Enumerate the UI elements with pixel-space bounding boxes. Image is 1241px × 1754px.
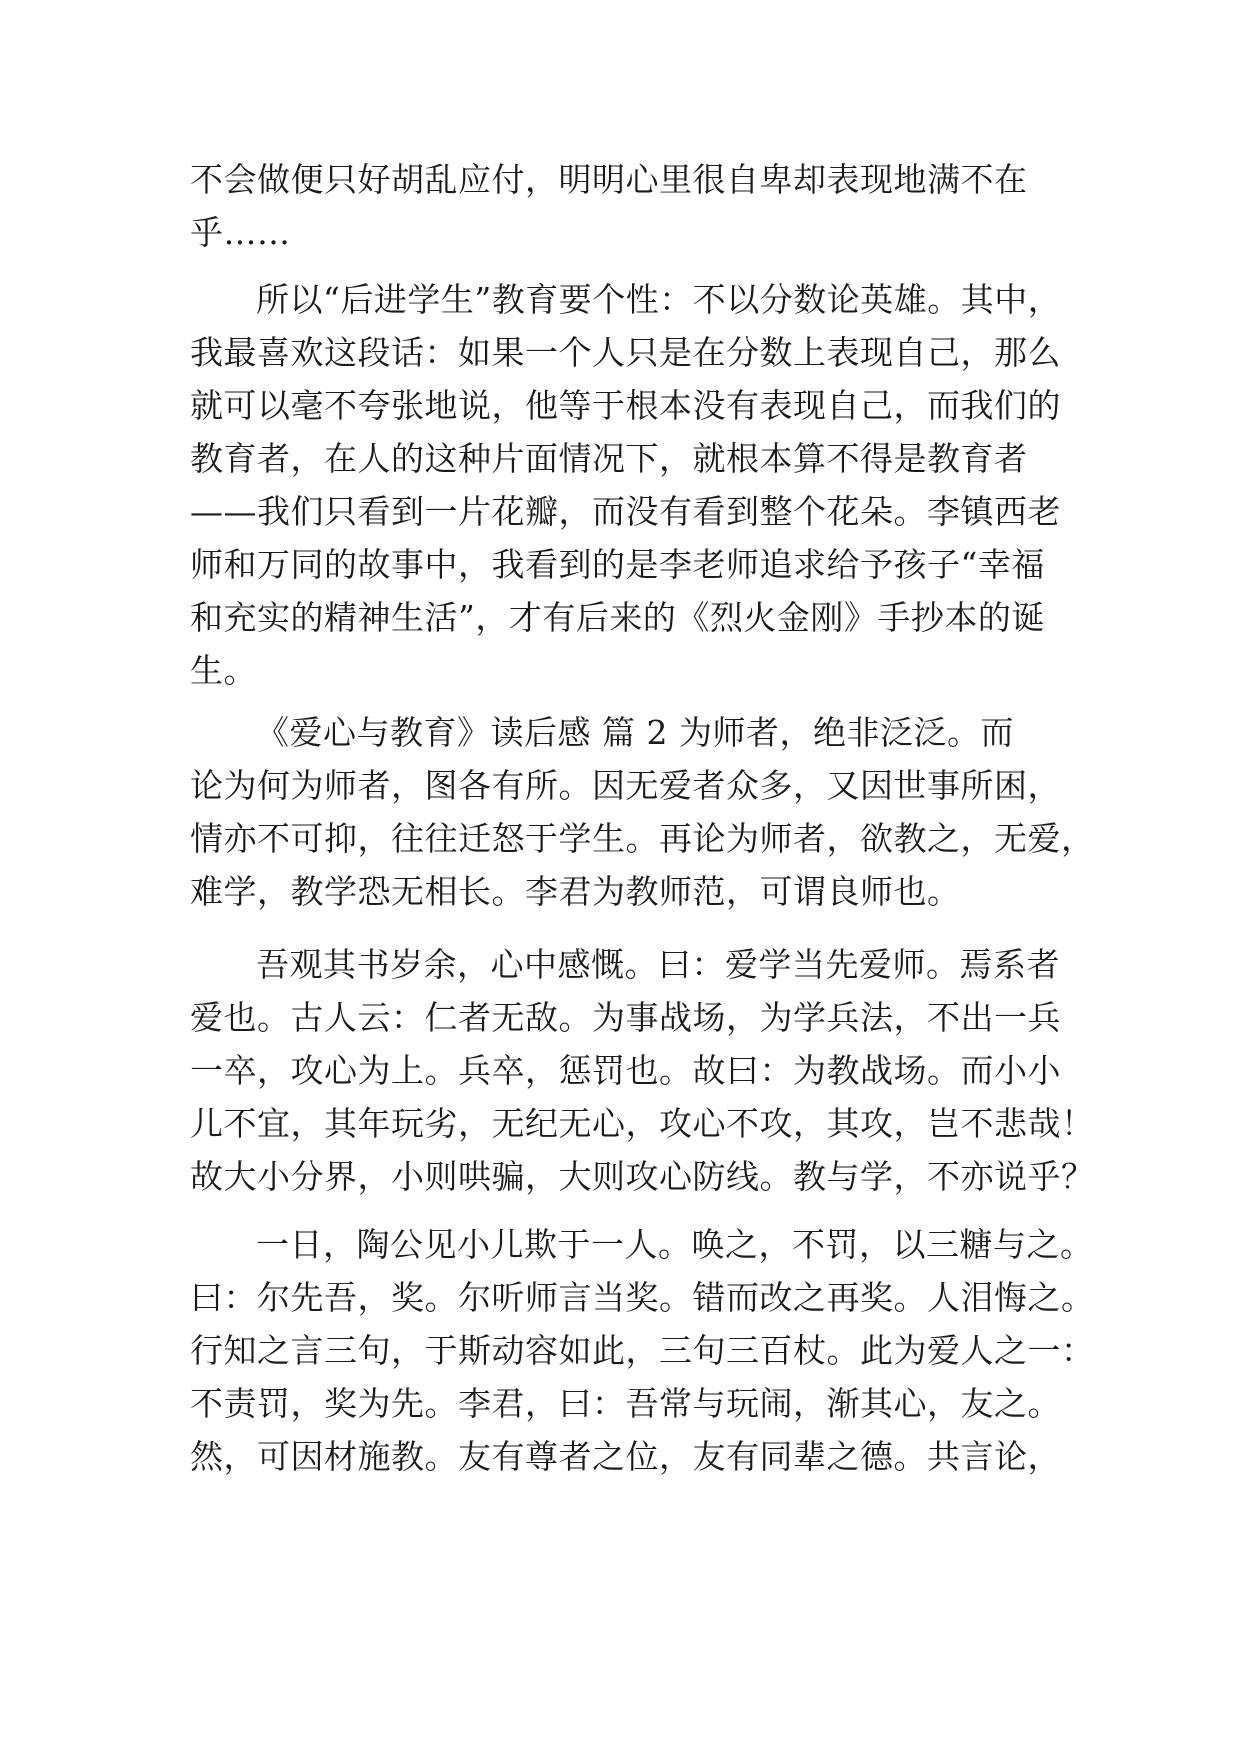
text-line: 乎…… [190,213,291,252]
text-line: 行知之言三句，于斯动容如此，三句三百杖。此为爱人之一： [190,1331,1095,1370]
text-line: 一卒，攻心为上。兵卒，惩罚也。故曰：为教战场。而小小 [190,1051,1061,1090]
text-line: 情亦不可抑，往往迁怒于学生。再论为师者，欲教之，无爱， [190,819,1095,858]
text-line: 不会做便只好胡乱应付，明明心里很自卑却表现地满不在 [190,160,1028,199]
text-line: 我最喜欢这段话：如果一个人只是在分数上表现自己，那么 [190,333,1061,372]
text-line: 教育者，在人的这种片面情况下，就根本算不得是教育者 [190,439,1028,478]
text-line: 一日，陶公见小儿欺于一人。唤之，不罚，以三糖与之。 [256,1225,1094,1264]
text-line: 难学，教学恐无相长。李君为教师范，可谓良师也。 [190,872,961,911]
text-line: 然，可因材施教。友有尊者之位，友有同辈之德。共言论， [190,1437,1061,1476]
text-line: 爱也。古人云：仁者无敌。为事战场，为学兵法，不出一兵 [190,998,1061,1037]
text-line: 生。 [190,651,257,690]
text-line: 曰：尔先吾，奖。尔听师言当奖。错而改之再奖。人泪悔之。 [190,1278,1095,1317]
text-line: 儿不宜，其年玩劣，无纪无心，攻心不攻，其攻，岂不悲哉！ [190,1104,1095,1143]
text-line: 故大小分界，小则哄骗，大则攻心防线。教与学，不亦说乎？ [190,1157,1095,1196]
text-line: 吾观其书岁余，心中感慨。曰：爱学当先爱师。焉系者 [256,945,1060,984]
text-line: 就可以毫不夸张地说，他等于根本没有表现自己，而我们的 [190,386,1061,425]
text-line: 论为何为师者，图各有所。因无爱者众多，又因世事所困， [190,766,1061,805]
text-line: 师和万同的故事中，我看到的是李老师追求给予孩子“幸福 [190,545,1045,584]
text-line: 不责罚，奖为先。李君，曰：吾常与玩闹，渐其心，友之。 [190,1384,1061,1423]
text-line: 和充实的精神生活”，才有后来的《烈火金刚》手抄本的诞 [190,598,1045,637]
text-line: 《爱心与教育》读后感 篇 2 为师者，绝非泛泛。而 [256,713,1014,752]
text-line: ——我们只看到一片花瓣，而没有看到整个花朵。李镇西老 [190,492,1061,531]
text-line: 所以“后进学生”教育要个性：不以分数论英雄。其中， [256,280,1062,319]
